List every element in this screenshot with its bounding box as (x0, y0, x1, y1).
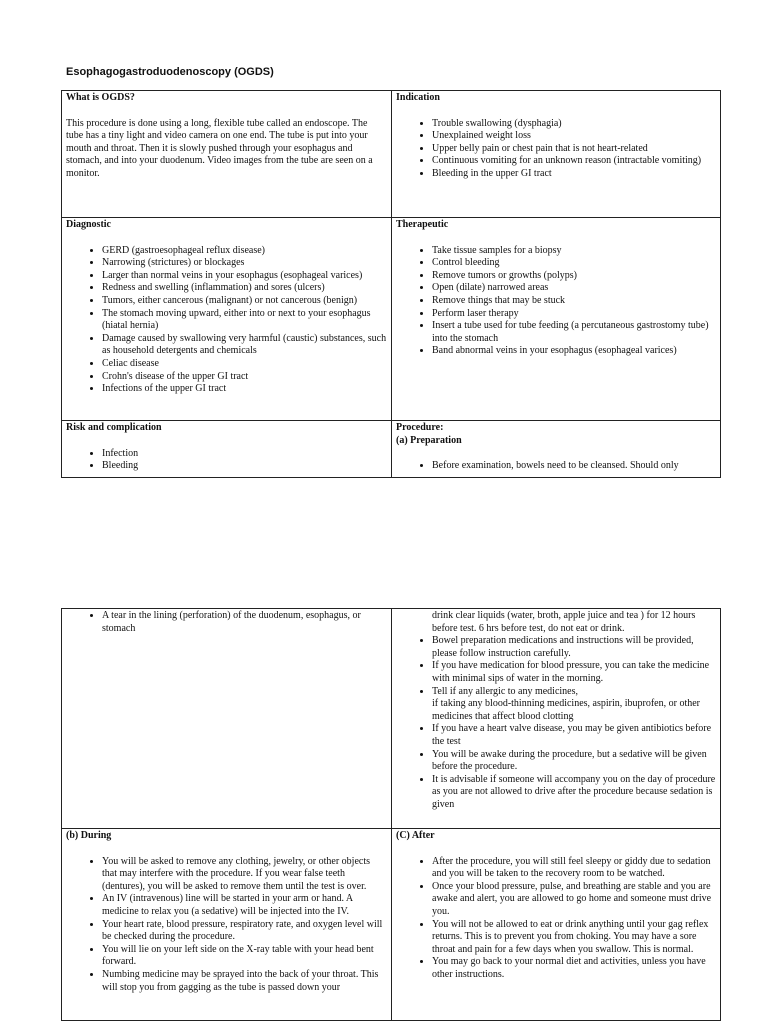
list-item: • Unexplained weight loss (432, 130, 716, 143)
preparation-heading: (a) Preparation (396, 434, 462, 446)
list-item: • Remove tumors or growths (polyps) (432, 270, 716, 283)
risk-heading: Risk and complication (66, 422, 162, 433)
list-item: • After the procedure, you will still feel sleepy or giddy due to sedation and you will be taken to the recovery room to be watched. (432, 856, 716, 881)
during-cell (62, 829, 392, 1021)
list-item: • You will not be allowed to eat or drink anything until your gag reflex returns. This is to prevent you from choking. You may have a sore throat and pain for a few days when you swallow. This is normal. (432, 919, 716, 957)
list-item-continued: drink clear liquids (water, broth, apple juice and tea ) for 12 hours before test. 6 hrs before test, do not eat or drink. (432, 610, 696, 634)
list-item: • A tear in the lining (perforation) of the duodenum, esophagus, or stomach (102, 610, 387, 635)
list-item: • GERD (gastroesophageal reflux disease) (102, 245, 387, 258)
ogds-table-page2 (61, 608, 721, 1021)
list-item: • Once your blood pressure, pulse, and breathing are stable and you are awake and alert, you are allowed to go home and someone must drive you. (432, 881, 716, 919)
page-title: Esophagogastroduodenoscopy (OGDS) (66, 66, 274, 78)
list-item: • Perform laser therapy (432, 308, 716, 321)
list-item: • You will be asked to remove any clothing, jewelry, or other objects that may interfere with the procedure. If you wear false teeth (dentures), you will be asked to remove them until the test is over. (102, 856, 387, 894)
what-is-heading: What is OGDS? (66, 92, 135, 103)
list-item: • It is advisable if someone will accompany you on the day of procedure as you are not allowed to drive after the procedure because sedation is given (432, 774, 716, 812)
what-is-cell (62, 91, 392, 218)
diagnostic-cell (62, 218, 392, 421)
list-item: • Tumors, either cancerous (malignant) or not cancerous (benign) (102, 295, 387, 308)
during-heading: (b) During (66, 830, 112, 841)
list-item: • Your heart rate, blood pressure, respiratory rate, and oxygen level will be checked during the procedure. (102, 919, 387, 944)
list-item: • Bowel preparation medications and instructions will be provided, please follow instruction carefully. (432, 635, 716, 660)
risk-list-continued (66, 610, 387, 635)
therapeutic-heading: Therapeutic (396, 219, 449, 230)
list-item: • Control bleeding (432, 257, 716, 270)
risk-list (66, 448, 387, 473)
what-is-body: This procedure is done using a long, flexible tube called an endoscope. The tube has a tiny light and video camera on one end. The tube is put into your mouth and throat. Then it is slowly pushed through your esophagus and stomach, and into your duodenum. Video images from the tube are seen on a monitor. (66, 117, 373, 179)
procedure-cell (392, 421, 721, 478)
list-item: • Upper belly pain or chest pain that is not heart-related (432, 143, 716, 156)
list-item: • An IV (intravenous) line will be started in your arm or hand. A medicine to relax you (a sedative) will be injected into the IV. (102, 893, 387, 918)
preparation-list (396, 610, 716, 812)
therapeutic-cell (392, 218, 721, 421)
list-item: • The stomach moving upward, either into or next to your esophagus (hiatal hernia) (102, 308, 387, 333)
list-item: • Insert a tube used for tube feeding (a percutaneous gastrostomy tube) into the stomach (432, 320, 716, 345)
preparation-list-start (396, 460, 716, 473)
after-heading: (C) After (396, 830, 435, 841)
list-item: • Infection (102, 448, 387, 461)
list-item: • You will be awake during the procedure, but a sedative will be given before the procedure. (432, 749, 716, 774)
procedure-heading: Procedure: (396, 422, 444, 433)
therapeutic-list (396, 245, 716, 358)
after-list (396, 856, 716, 982)
list-item: • Continuous vomiting for an unknown reason (intractable vomiting) (432, 155, 716, 168)
ogds-table-page1 (61, 90, 721, 478)
indication-list (396, 118, 716, 181)
list-item: • Band abnormal veins in your esophagus (esophageal varices) (432, 345, 716, 358)
preparation-cell-continued (392, 609, 721, 829)
list-item: • If you have medication for blood pressure, you can take the medicine with minimal sips of water in the morning. (432, 660, 716, 685)
diagnostic-heading: Diagnostic (66, 219, 111, 230)
list-item: • Trouble swallowing (dysphagia) (432, 118, 716, 131)
after-cell (392, 829, 721, 1021)
list-item: • Damage caused by swallowing very harmful (caustic) substances, such as household detergents and chemicals (102, 333, 387, 358)
list-item: • You will lie on your left side on the X-ray table with your head bent forward. (102, 944, 387, 969)
list-item: • Numbing medicine may be sprayed into the back of your throat. This will stop you from gagging as the tube is passed down your (102, 969, 387, 994)
list-item: • Bleeding in the upper GI tract (432, 168, 716, 181)
list-item: • Before examination, bowels need to be cleansed. Should only (432, 460, 716, 473)
list-item: • Redness and swelling (inflammation) and sores (ulcers) (102, 282, 387, 295)
indication-heading: Indication (396, 92, 440, 103)
list-item: • Bleeding (102, 460, 387, 473)
list-item: • Celiac disease (102, 358, 387, 371)
list-item: • Narrowing (strictures) or blockages (102, 257, 387, 270)
list-item: • Tell if any allergic to any medicines, if taking any blood-thinning medicines, aspirin, ibuprofen, or other medicines that affect blood clotting (432, 686, 716, 724)
during-list (66, 856, 387, 995)
list-item: • Infections of the upper GI tract (102, 383, 387, 396)
risk-cell (62, 421, 392, 478)
list-item: • You may go back to your normal diet and activities, unless you have other instructions. (432, 956, 716, 981)
list-item: • Larger than normal veins in your esophagus (esophageal varices) (102, 270, 387, 283)
risk-cell-continued (62, 609, 392, 829)
indication-cell (392, 91, 721, 218)
list-item: • If you have a heart valve disease, you may be given antibiotics before the test (432, 723, 716, 748)
list-item: • Crohn's disease of the upper GI tract (102, 371, 387, 384)
list-item: • Remove things that may be stuck (432, 295, 716, 308)
diagnostic-list (66, 245, 387, 396)
list-item: • Take tissue samples for a biopsy (432, 245, 716, 258)
list-item: • Open (dilate) narrowed areas (432, 282, 716, 295)
